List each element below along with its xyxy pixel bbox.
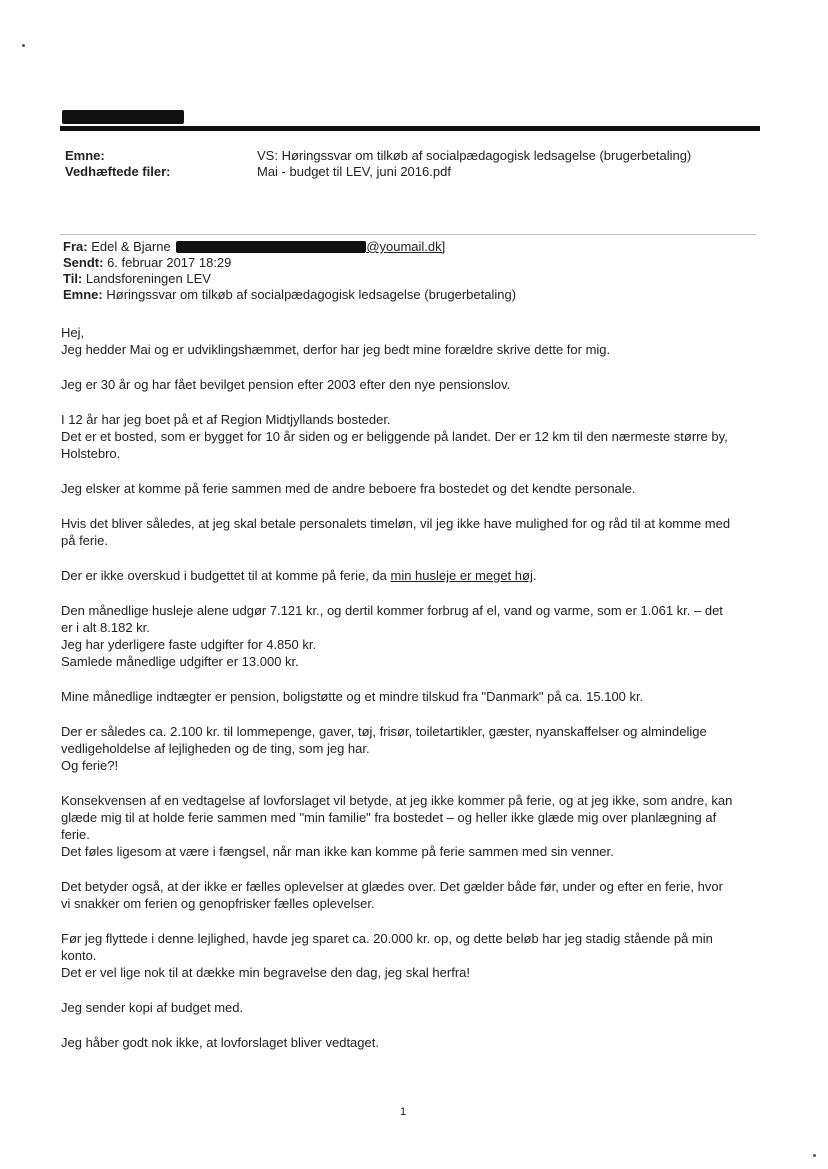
paragraph-5	[61, 515, 761, 549]
header-attachments-value[interactable]: Mai - budget til LEV, juni 2016.pdf	[257, 164, 451, 179]
meta-to-value: Landsforeningen LEV	[85, 271, 211, 286]
text-line: Konsekvensen af en vedtagelse af lovforslaget vil betyde, at jeg ikke kommer på ferie, og at jeg ikke, som andre, kan	[61, 793, 733, 808]
scan-speck	[813, 1154, 816, 1157]
text-line: er i alt 8.182 kr.	[61, 620, 150, 635]
meta-to-label: Til:	[63, 271, 83, 286]
text-line: Jeg hedder Mai og er udviklingshæmmet, derfor har jeg bedt mine forældre skrive dette for mig.	[61, 342, 611, 357]
meta-from-label: Fra:	[63, 239, 88, 254]
text-line: Og ferie?!	[61, 758, 119, 773]
meta-from-name: Edel & Bjarne	[91, 239, 171, 254]
underlined-text: min husleje er meget høj	[390, 568, 533, 583]
text-line: vedligeholdelse af lejligheden og de ting, som jeg har.	[61, 741, 370, 756]
page-number: 1	[400, 1106, 407, 1118]
text-line: konto.	[61, 948, 97, 963]
redacted-name	[62, 110, 184, 124]
paragraph-13	[61, 999, 761, 1016]
header-subject-label: Emne:	[65, 148, 105, 163]
meta-from-email[interactable]: @youmail.dk]	[366, 239, 446, 254]
meta-to	[63, 271, 211, 286]
text-line: .	[532, 568, 537, 583]
text-line: Der er således ca. 2.100 kr. til lommepenge, gaver, tøj, frisør, toiletartikler, gæster, nyanskaffelser og almindelige	[61, 724, 707, 739]
text-line: glæde mig til at holde ferie sammen med "min familie" fra bostedet – og heller ikke glæde mig over planlægning af	[61, 810, 717, 825]
meta-divider	[60, 234, 756, 235]
paragraph-11	[61, 878, 761, 912]
text-line: Holstebro.	[61, 446, 121, 461]
paragraph-2	[61, 376, 761, 393]
text-line: Hej,	[61, 325, 85, 340]
meta-subject	[63, 287, 516, 302]
text-line: Jeg sender kopi af budget med.	[61, 1000, 244, 1015]
paragraph-12	[61, 930, 761, 981]
redacted-email	[176, 241, 366, 253]
text-line: Det føles ligesom at være i fængsel, når man ikke kan komme på ferie sammen med sin venner.	[61, 844, 614, 859]
text-line: Der er ikke overskud i budgettet til at komme på ferie, da	[61, 568, 391, 583]
text-line: Det er et bosted, som er bygget for 10 år siden og er beliggende på landet. Der er 12 km til den nærmeste større by,	[61, 429, 728, 444]
paragraph-3	[61, 411, 761, 462]
text-line: Den månedlige husleje alene udgør 7.121 kr., og dertil kommer forbrug af el, vand og varme, som er 1.061 kr. – det	[61, 603, 723, 618]
text-line: ferie.	[61, 827, 90, 842]
text-line: Det betyder også, at der ikke er fælles oplevelser at glædes over. Det gælder både før, under og efter en ferie, hvor	[61, 879, 723, 894]
paragraph-7	[61, 602, 761, 670]
meta-from	[63, 239, 445, 254]
paragraph-8	[61, 688, 761, 705]
text-line: Hvis det bliver således, at jeg skal betale personalets timeløn, vil jeg ikke have mulighed for og råd til at komme med	[61, 516, 731, 531]
meta-sent-value: 6. februar 2017 18:29	[107, 255, 232, 270]
header-rule	[60, 126, 760, 131]
text-line: Det er vel lige nok til at dække min begravelse den dag, jeg skal herfra!	[61, 965, 470, 980]
text-line: Jeg håber godt nok ikke, at lovforslaget bliver vedtaget.	[61, 1035, 379, 1050]
letter-body	[61, 324, 761, 1069]
paragraph-4	[61, 480, 761, 497]
paragraph-10	[61, 792, 761, 860]
header-attachments-label: Vedhæftede filer:	[65, 164, 171, 179]
paragraph-9	[61, 723, 761, 774]
text-line: Jeg har yderligere faste udgifter for 4.850 kr.	[61, 637, 317, 652]
meta-subject-value: Høringssvar om tilkøb af socialpædagogisk ledsagelse (brugerbetaling)	[106, 287, 517, 302]
meta-sent	[63, 255, 231, 270]
text-line: Samlede månedlige udgifter er 13.000 kr.	[61, 654, 299, 669]
paragraph-14	[61, 1034, 761, 1051]
text-line: på ferie.	[61, 533, 108, 548]
paragraph-6	[61, 567, 761, 584]
header-subject-value: VS: Høringssvar om tilkøb af socialpædagogisk ledsagelse (brugerbetaling)	[257, 148, 692, 163]
paragraph-1	[61, 324, 761, 358]
meta-subject-label: Emne:	[63, 287, 103, 302]
text-line: Jeg elsker at komme på ferie sammen med de andre beboere fra bostedet og det kendte personale.	[61, 481, 636, 496]
meta-sent-label: Sendt:	[63, 255, 104, 270]
text-line: vi snakker om ferien og genopfrisker fælles oplevelser.	[61, 896, 375, 911]
text-line: I 12 år har jeg boet på et af Region Midtjyllands bosteder.	[61, 412, 391, 427]
scan-speck	[22, 44, 25, 47]
text-line: Før jeg flyttede i denne lejlighed, havde jeg sparet ca. 20.000 kr. op, og dette beløb har jeg stadig stående på min	[61, 931, 713, 946]
text-line: Jeg er 30 år og har fået bevilget pension efter 2003 efter den nye pensionslov.	[61, 377, 511, 392]
text-line: Mine månedlige indtægter er pension, boligstøtte og et mindre tilskud fra "Danmark" på ca. 15.100 kr.	[61, 689, 644, 704]
